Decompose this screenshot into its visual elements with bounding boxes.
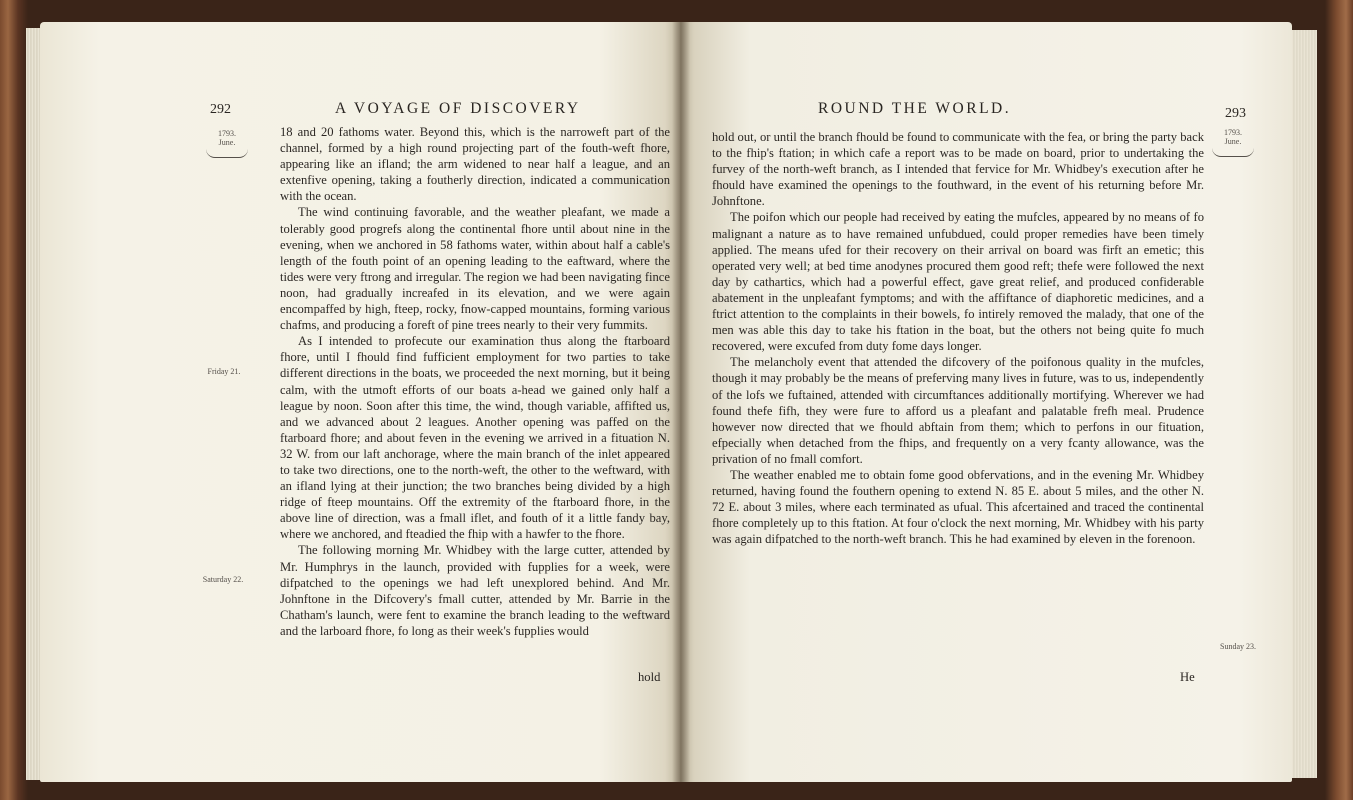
left-margin-month: June. bbox=[218, 138, 236, 147]
right-paragraph-3: The melancholy event that attended the difcovery of the poifonous quality in the mufcles, though it may probably be the means of preferving many lives in future, was to us, independently of the lofs we fuftained, attended with circumftances additionally mortifying. Wherever we had found thefe fifh, they were fure to afford us a pleafant and palatable frefh meal. Prudence however now directed that we fhould abftain from them; which to perfons in our fituation, efpecially when detached from the fhips, and frequently on a very fcanty allowance, was the privation of no fmall comfort. bbox=[712, 355, 1204, 466]
right-paragraph-1: hold out, or until the branch fhould be found to communicate with the fea, or bring the party back to the fhip's ftation; in which cafe a report was to be made on board, prior to undertaking the furvey of the north-weft branch, as I intended that fervice for Mr. Whidbey's execution after he fhould have examined the openings to the fouthward, in the event of his returning before Mr. Johnftone. bbox=[712, 130, 1204, 209]
left-page bbox=[40, 22, 680, 782]
left-margin-brace bbox=[206, 149, 248, 158]
right-page-body bbox=[712, 129, 1204, 547]
left-margin-date bbox=[206, 129, 248, 147]
right-margin-brace bbox=[1212, 148, 1254, 157]
left-running-head: A VOYAGE OF DISCOVERY bbox=[335, 100, 581, 117]
left-margin-friday: Friday 21. bbox=[207, 367, 241, 376]
right-margin-date bbox=[1212, 128, 1254, 146]
left-page-number: 292 bbox=[210, 102, 231, 117]
left-paragraph-3: As I intended to profecute our examination thus along the ftarboard fhore, until I fhould find fufficient employment for two parties to take different directions in the boats, we proceeded the next morning, but it being calm, with the utmoft efforts of our boats a-head we gained only half a league by noon. Soon after this time, the wind, though variable, affifted us, and we advanced about 2 leagues. Another opening was paffed on the ftarboard fhore; and about feven in the evening we arrived in a fituation N. 32 W. from our laft anchorage, where the main branch of the inlet appeared to take two directions, one to the north-weft, the other to the weftward, with an ifland lying at their junction; the two branches being divided by a high ridge of fteep mountains. Off the extremity of the ftarboard fhore, in the above line of direction, was a fmall iflet, and fouth of it a little fandy bay, where we anchored, and fteadied the fhip with a hawfer to the fhore. bbox=[280, 334, 670, 542]
left-paragraph-1: 18 and 20 fathoms water. Beyond this, which is the narroweft part of the channel, formed by a high round projecting part of the fouth-weft fhore, appearing like an ifland; the arm widened to near half a league, and an extenfive opening, taking a foutherly direction, indicated a communication with the ocean. bbox=[280, 125, 670, 204]
right-margin-year: 1793. bbox=[1224, 128, 1242, 137]
right-catchword: He bbox=[1180, 670, 1195, 684]
right-paragraph-4: The weather enabled me to obtain fome good obfervations, and in the evening Mr. Whidbey returned, having found the fouthern opening to extend N. 85 E. about 5 miles, and the other N. 72 E. about 3 miles, where each terminated as ufual. This afcertained and traced the continental fhore completely up to this ftation. At four o'clock the next morning, Mr. Whidbey with his party was again difpatched to the north-weft branch. This he had examined by eleven in the forenoon. bbox=[712, 467, 1204, 547]
right-paragraph-2: The poifon which our people had received by eating the mufcles, appeared by no means of fo malignant a nature as to have remained unfubdued, could proper remedies have been timely applied. The means ufed for their recovery on their arrival on board was firft an emetic; this operated very well; at bed time anodynes procured them good reft; thefe were followed the next day by cathartics, which had a powerful effect, gave great relief, and produced confiderable abatement in the unpleafant fymptoms; and with the affiftance of diaphoretic medicines, and a ftrict attention to the complaints in their bowels, fo intirely removed the malady, that one of the men was able this day to take his ftation in the boat, but the others not being quite fo much recovered, were excufed from duty fome days longer. bbox=[712, 210, 1204, 354]
left-margin-year: 1793. bbox=[218, 129, 236, 138]
right-running-head: ROUND THE WORLD. bbox=[818, 100, 1012, 117]
right-page-number: 293 bbox=[1225, 106, 1246, 121]
left-paragraph-4: The following morning Mr. Whidbey with the large cutter, attended by Mr. Humphrys in the launch, provided with fupplies for a week, were difpatched to the openings we had left unexplored behind. And Mr. Johnftone in the Difcovery's fmall cutter, attended by Mr. Barrie in the Chatham's launch, were fent to examine the branch leading to the weftward and the larboard fhore, fo long as their week's fupplies would bbox=[280, 543, 670, 638]
right-margin-month: June. bbox=[1224, 137, 1242, 146]
right-page bbox=[680, 22, 1292, 782]
right-margin-sunday: Sunday 23. bbox=[1220, 642, 1256, 651]
left-catchword: hold bbox=[638, 670, 661, 684]
left-paragraph-2: The wind continuing favorable, and the weather pleafant, we made a tolerably good progrefs along the continental fhore until about nine in the evening, when we anchored in 58 fathoms water, within about half a cable's length of the fouth point of an opening leading to the eaftward, where the tides were very ftrong and irregular. The region we had been navigating fince noon, had gradually increafed in its elevation, and we were again encompaffed by high, fteep, rocky, fnow-capped mountains, forming various chafms, and producing a foreft of pine trees nearly to their very fummits. bbox=[280, 205, 670, 333]
left-page-body bbox=[280, 124, 670, 639]
book-gutter bbox=[672, 22, 690, 782]
left-margin-saturday: Saturday 22. bbox=[202, 575, 244, 584]
